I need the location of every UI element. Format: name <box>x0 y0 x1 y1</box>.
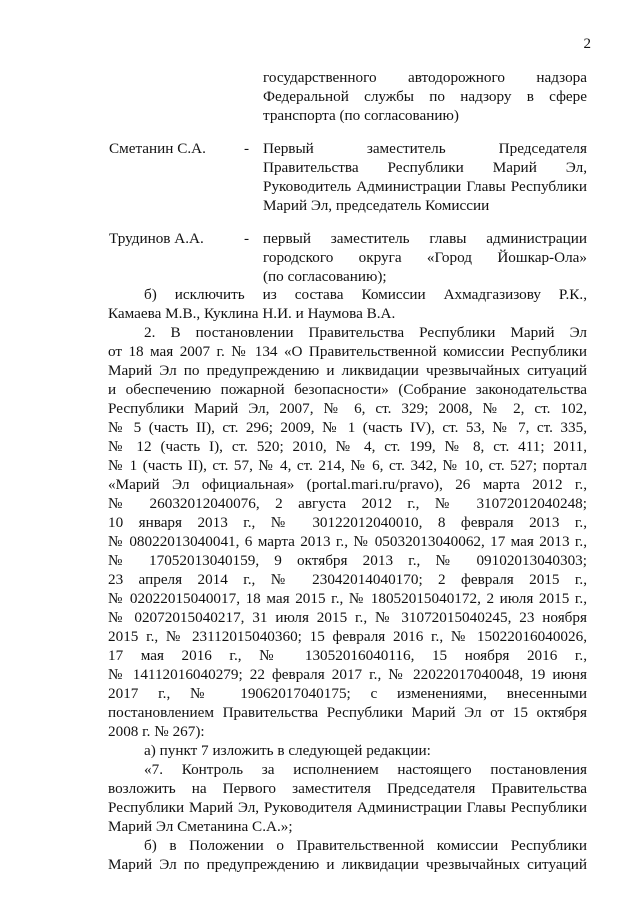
body-line: б) в Положении о Правительственной комиссии Республики <box>144 837 587 854</box>
member-name: Трудинов А.А. <box>109 230 204 247</box>
body-line: Республики Марий Эл, Руководителя Администрации Главы Республики <box>108 799 587 816</box>
entry-line: Марий Эл, председатель Комиссии <box>263 197 490 214</box>
body-line: от 18 мая 2007 г. № 134 «О Правительственной комиссии Республики <box>108 343 587 360</box>
member-dash: - <box>244 230 250 247</box>
body-line: № 17052013040159, 9 октября 2013 г., № 09102013040303; <box>108 552 587 569</box>
body-line: и обеспечению пожарной безопасности» (Собрание законодательства <box>108 381 587 398</box>
entry-line: городского округа «Город Йошкар-Ола» <box>263 249 587 266</box>
body-line: № 12 (часть I), ст. 520; 2010, № 4, ст. 199, № 8, ст. 411; 2011, <box>108 438 587 455</box>
entry-line: государственного автодорожного надзора <box>263 69 587 86</box>
body-line: б) исключить из состава Комиссии Ахмадгазизову Р.К., <box>144 286 587 303</box>
entry-line: Первый заместитель Председателя <box>263 140 587 157</box>
body-line: «Марий Эл официальная» (portal.mari.ru/pravo), 26 марта 2012 г., <box>108 476 587 493</box>
member-dash: - <box>244 140 250 157</box>
body-line: № 08022013040041, 6 марта 2013 г., № 05032013040062, 17 мая 2013 г., <box>108 533 587 550</box>
entry-line: первый заместитель главы администрации <box>263 230 587 247</box>
body-line: № 26032012040076, 2 августа 2012 г., № 31072012040248; <box>108 495 587 512</box>
body-line: 2008 г. № 267): <box>108 723 205 740</box>
page-number: 2 <box>583 36 591 52</box>
entry-line: транспорта (по согласованию) <box>263 107 459 124</box>
body-line: «7. Контроль за исполнением настоящего постановления <box>144 761 587 778</box>
body-line: Республики Марий Эл, 2007, № 6, ст. 329; 2008, № 2, ст. 102, <box>108 400 587 417</box>
body-line: Камаева М.В., Куклина Н.И. и Наумова В.А. <box>108 305 396 322</box>
entry-line: Руководитель Администрации Главы Республики <box>263 178 587 195</box>
body-line: возложить на Первого заместителя Председателя Правительства <box>108 780 587 797</box>
entry-line: (по согласованию); <box>263 268 387 285</box>
body-line: № 1 (часть II), ст. 57, № 4, ст. 214, № 6, ст. 342, № 10, ст. 527; портал <box>108 457 587 474</box>
body-line: № 02022015040017, 18 мая 2015 г., № 18052015040172, 2 июля 2015 г., <box>108 590 587 607</box>
body-line: № 02072015040217, 31 июля 2015 г., № 31072015040245, 23 ноября <box>108 609 587 626</box>
body-line: 10 января 2013 г., № 30122012040010, 8 февраля 2013 г., <box>108 514 587 531</box>
body-line: постановлением Правительства Республики Марий Эл от 15 октября <box>108 704 587 721</box>
entry-line: Федеральной службы по надзору в сфере <box>263 88 587 105</box>
body-line: 2015 г., № 23112015040360; 15 февраля 2016 г., № 15022016040026, <box>108 628 587 645</box>
body-line: а) пункт 7 изложить в следующей редакции: <box>144 742 431 759</box>
body-line: Марий Эл по предупреждению и ликвидации чрезвычайных ситуаций <box>108 362 587 379</box>
entry-line: Правительства Республики Марий Эл, <box>263 159 587 176</box>
body-line: № 14112016040279; 22 февраля 2017 г., № 22022017040048, 19 июня <box>108 666 587 683</box>
body-line: 17 мая 2016 г., № 13052016040116, 15 ноября 2016 г., <box>108 647 587 664</box>
body-line: Марий Эл Сметанина С.А.»; <box>108 818 293 835</box>
body-line: Марий Эл по предупреждению и ликвидации чрезвычайных ситуаций <box>108 856 587 873</box>
body-line: 2. В постановлении Правительства Республики Марий Эл <box>144 324 587 341</box>
body-line: 2017 г., № 19062017040175; с изменениями, внесенными <box>108 685 587 702</box>
body-line: № 5 (часть II), ст. 296; 2009, № 1 (часть IV), ст. 53, № 7, ст. 335, <box>108 419 587 436</box>
member-name: Сметанин С.А. <box>109 140 206 157</box>
body-line: 23 апреля 2014 г., № 23042014040170; 2 февраля 2015 г., <box>108 571 587 588</box>
